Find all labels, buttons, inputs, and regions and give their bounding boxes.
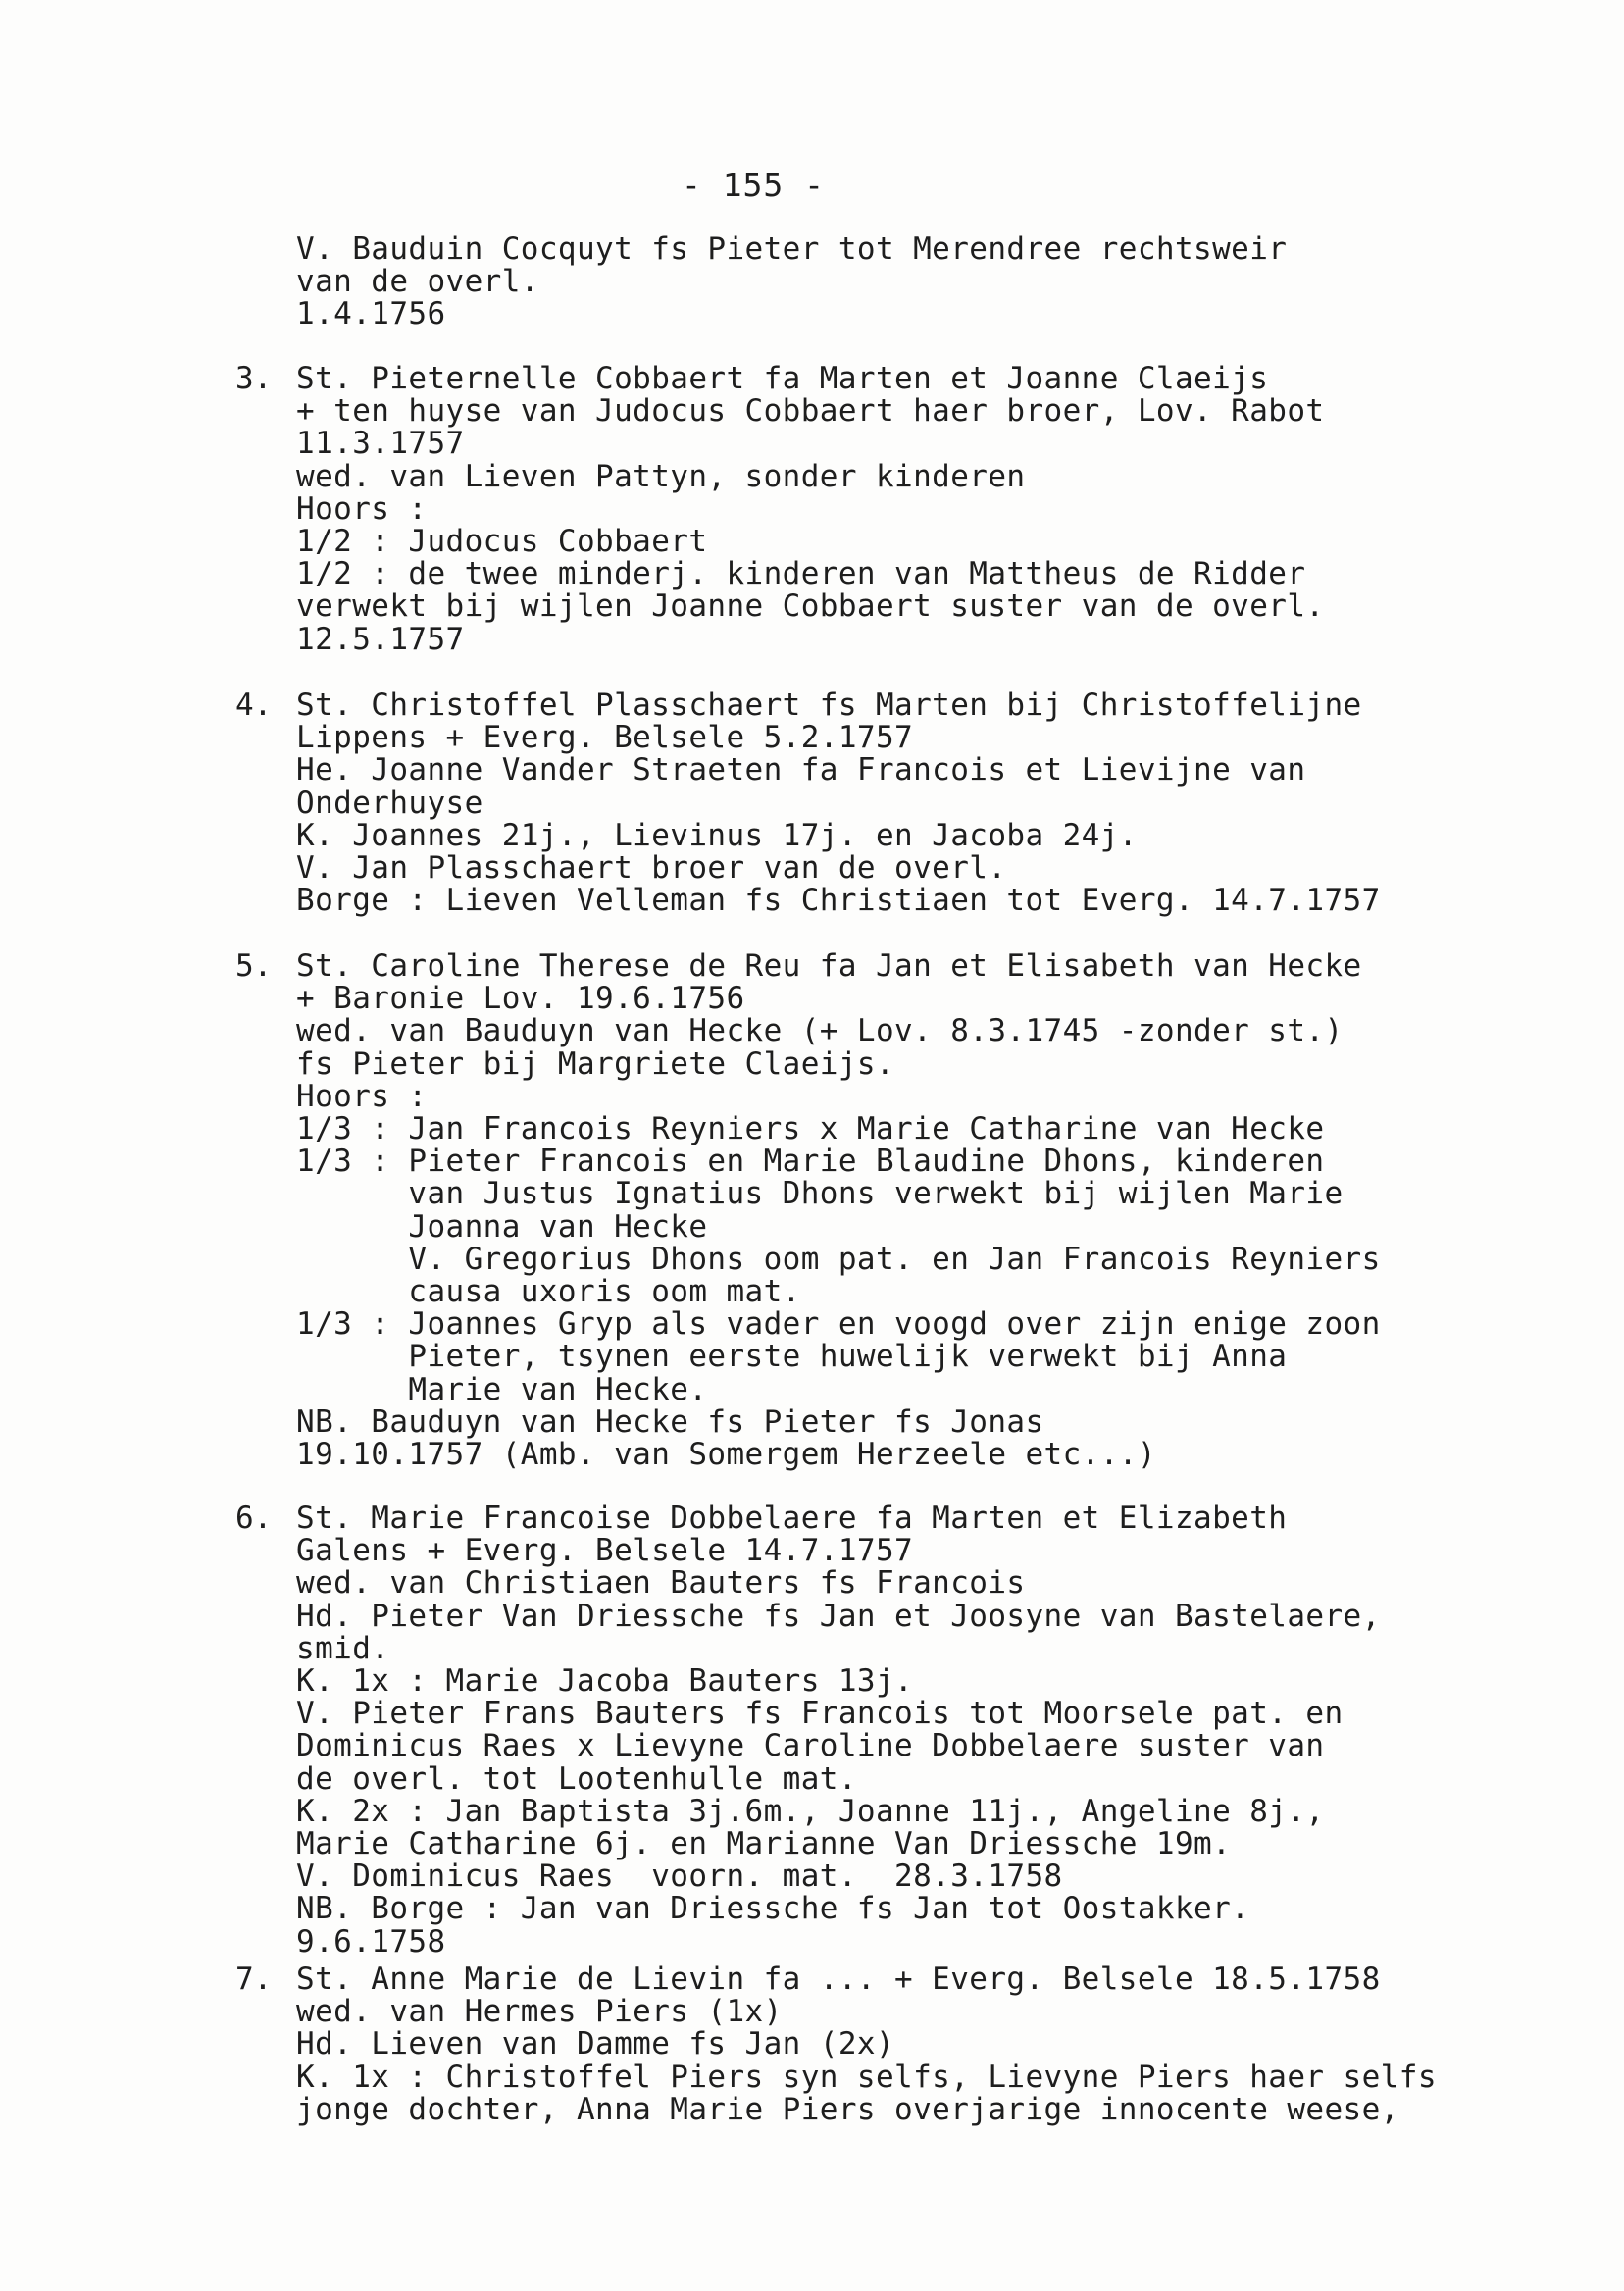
text-line: 11.3.1757 [296, 426, 465, 462]
text-line: St. Caroline Therese de Reu fa Jan et Elisabeth van Hecke [296, 948, 1362, 984]
text-line: verwekt bij wijlen Joanne Cobbaert suster van de overl. [296, 588, 1325, 625]
text-line: 12.5.1757 [296, 621, 465, 657]
text-line: 1/3 : Pieter Francois en Marie Blaudine Dhons, kinderen [296, 1144, 1325, 1180]
entry-number: 7. [235, 1961, 273, 1997]
text-line: St. Marie Francoise Dobbelaere fa Marten et Elizabeth [296, 1501, 1288, 1536]
text-line: St. Pieternelle Cobbaert fa Marten et Joanne Claeijs [296, 361, 1269, 396]
text-line: Marie van Hecke. [296, 1371, 708, 1407]
text-line: V. Dominicus Raes voorn. mat. 28.3.1758 [296, 1858, 1063, 1895]
text-line: jonge dochter, Anna Marie Piers overjarige innocente weese, [296, 2091, 1399, 2127]
text-line: Hd. Pieter Van Driessche fs Jan et Joosyne van Bastelaere, [296, 1598, 1381, 1634]
entry-number: 3. [235, 361, 273, 396]
text-line: K. Joannes 21j., Lievinus 17j. en Jacoba 24j. [296, 817, 1138, 853]
page-number: - 155 - [681, 166, 826, 204]
text-line: Hoors : [296, 1078, 428, 1114]
text-line: wed. van Hermes Piers (1x) [296, 1994, 783, 2030]
text-line: Marie Catharine 6j. en Marianne Van Driessche 19m. [296, 1826, 1232, 1861]
text-line: St. Anne Marie de Lievin fa ... + Everg. Belsele 18.5.1758 [296, 1961, 1381, 1997]
text-line: K. 2x : Jan Baptista 3j.6m., Joanne 11j., Angeline 8j., [296, 1793, 1325, 1829]
text-line: Onderhuyse [296, 785, 483, 821]
text-line: van Justus Ignatius Dhons verwekt bij wijlen Marie [296, 1176, 1344, 1212]
text-line: wed. van Christiaen Bauters fs Francois [296, 1565, 1026, 1602]
entry-number: 6. [235, 1501, 273, 1536]
entry-number: 4. [235, 687, 273, 723]
text-line: 1/2 : de twee minderj. kinderen van Mattheus de Ridder [296, 556, 1306, 592]
text-line: Hoors : [296, 490, 428, 527]
text-line: de overl. tot Lootenhulle mat. [296, 1760, 857, 1797]
text-line: V. Pieter Frans Bauters fs Francois tot Moorsele pat. en [296, 1696, 1344, 1732]
text-line: wed. van Lieven Pattyn, sonder kinderen [296, 458, 1026, 494]
text-line: Pieter, tsynen eerste huwelijk verwekt bij Anna [296, 1339, 1288, 1375]
text-line: He. Joanne Vander Straeten fa Francois et Lievijne van [296, 752, 1306, 789]
text-line: V. Bauduin Cocquyt fs Pieter tot Merendree rechtsweir [296, 231, 1288, 267]
entry-number: 5. [235, 948, 273, 984]
text-line: V. Gregorius Dhons oom pat. en Jan Francois Reyniers [296, 1241, 1381, 1277]
text-line: Borge : Lieven Velleman fs Christiaen tot Everg. 14.7.1757 [296, 883, 1381, 919]
text-line: NB. Borge : Jan van Driessche fs Jan tot Oostakker. [296, 1891, 1250, 1927]
text-line: + ten huyse van Judocus Cobbaert haer broer, Lov. Rabot [296, 393, 1325, 430]
text-line: 1/3 : Jan Francois Reyniers x Marie Catharine van Hecke [296, 1111, 1325, 1146]
text-line: 1/3 : Joannes Gryp als vader en voogd over zijn enige zoon [296, 1306, 1381, 1343]
text-line: Hd. Lieven van Damme fs Jan (2x) [296, 2026, 895, 2062]
text-line: Lippens + Everg. Belsele 5.2.1757 [296, 720, 914, 756]
text-line: V. Jan Plasschaert broer van de overl. [296, 850, 1007, 886]
text-line: K. 1x : Marie Jacoba Bauters 13j. [296, 1663, 914, 1699]
text-line: 19.10.1757 (Amb. van Somergem Herzeele etc...) [296, 1437, 1156, 1472]
text-line: causa uxoris oom mat. [296, 1274, 801, 1309]
text-line: St. Christoffel Plasschaert fs Marten bij Christoffelijne [296, 687, 1362, 723]
text-line: van de overl. [296, 264, 539, 300]
text-line: fs Pieter bij Margriete Claeijs. [296, 1045, 895, 1082]
text-line: K. 1x : Christoffel Piers syn selfs, Lievyne Piers haer selfs [296, 2059, 1437, 2095]
text-line: 1.4.1756 [296, 296, 446, 332]
text-line: wed. van Bauduyn van Hecke (+ Lov. 8.3.1745 -zonder st.) [296, 1013, 1344, 1049]
text-line: Galens + Everg. Belsele 14.7.1757 [296, 1533, 914, 1569]
text-line: smid. [296, 1630, 390, 1666]
text-line: + Baronie Lov. 19.6.1756 [296, 981, 745, 1017]
text-line: 9.6.1758 [296, 1923, 446, 1960]
text-line: Joanna van Hecke [296, 1208, 708, 1245]
text-line: 1/2 : Judocus Cobbaert [296, 524, 708, 559]
text-line: Dominicus Raes x Lievyne Caroline Dobbelaere suster van [296, 1728, 1325, 1764]
text-line: NB. Bauduyn van Hecke fs Pieter fs Jonas [296, 1403, 1044, 1440]
